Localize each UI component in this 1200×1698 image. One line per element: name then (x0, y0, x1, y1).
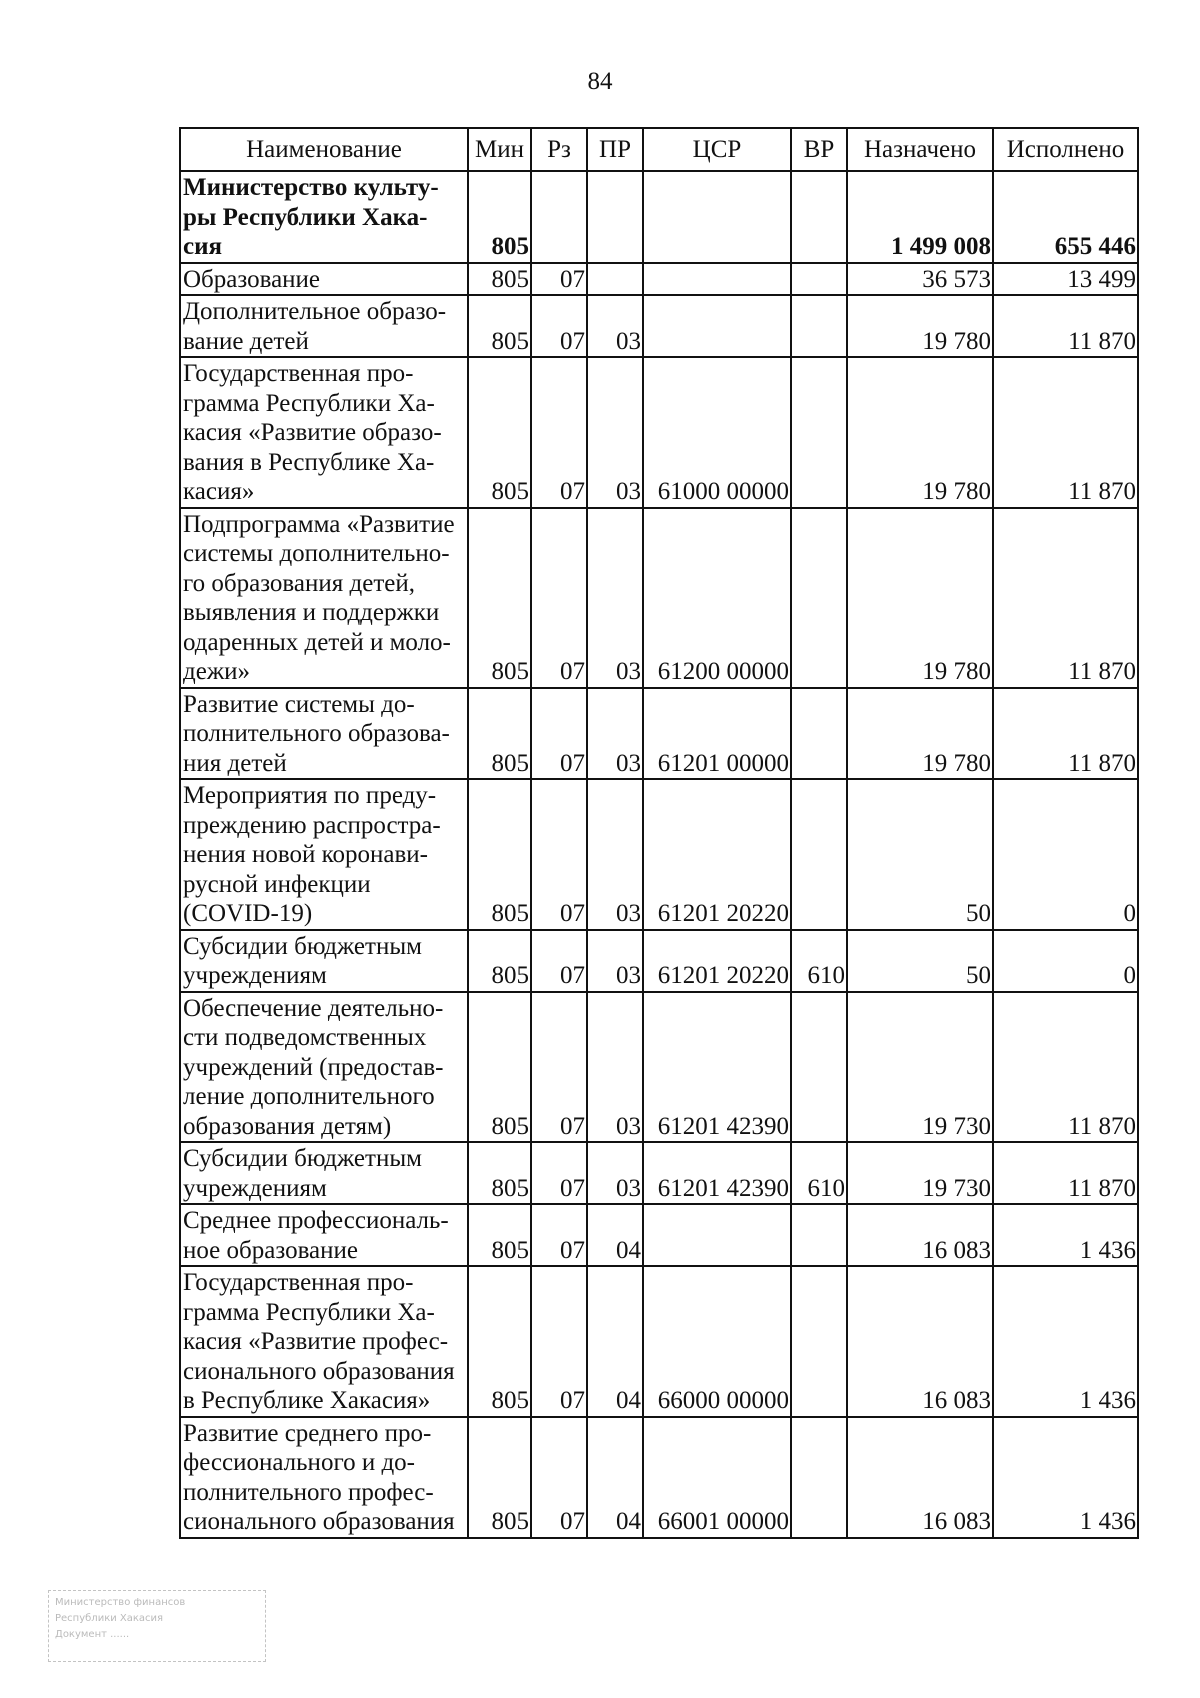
row-name-text: Обеспечение деятельно- сти подведомственных учреждений (предостав- ление дополнительного образования детям) (183, 994, 444, 1140)
stamp-image (48, 1590, 266, 1662)
cell-name (180, 357, 468, 508)
page-number: 84 (587, 68, 613, 95)
cell-pr: 04 (587, 1266, 643, 1417)
cell-csr: 61201 42390 (643, 992, 791, 1143)
cell-assigned: 50 (847, 930, 993, 992)
cell-min: 805 (468, 779, 531, 930)
cell-min: 805 (468, 1417, 531, 1538)
cell-pr: 03 (587, 992, 643, 1143)
cell-executed: 0 (993, 930, 1138, 992)
cell-assigned: 1 499 008 (847, 171, 993, 263)
cell-name (180, 1142, 468, 1204)
cell-assigned: 19 780 (847, 357, 993, 508)
cell-executed: 11 870 (993, 688, 1138, 780)
row-name-text: Развитие системы до- полнительного образова- ния детей (183, 690, 450, 777)
cell-vr (791, 779, 847, 930)
cell-executed: 1 436 (993, 1266, 1138, 1417)
header-name: Наименование (180, 128, 468, 171)
cell-min: 805 (468, 992, 531, 1143)
table-row (180, 930, 1138, 992)
cell-vr (791, 992, 847, 1143)
cell-vr (791, 171, 847, 263)
cell-assigned: 19 780 (847, 508, 993, 688)
row-name-text: Мероприятия по преду- преждению распростра- нения новой коронави- русной инфекции (COVID-19) (183, 782, 441, 927)
cell-name (180, 688, 468, 780)
cell-pr: 03 (587, 779, 643, 930)
table-row (180, 1266, 1138, 1417)
cell-rz: 07 (531, 1266, 587, 1417)
cell-pr: 03 (587, 1142, 643, 1204)
cell-name (180, 779, 468, 930)
header-vr: ВР (791, 128, 847, 171)
cell-min: 805 (468, 263, 531, 296)
row-name-text: Субсидии бюджетным учреждениям (183, 932, 422, 989)
cell-csr: 61000 00000 (643, 357, 791, 508)
table-row (180, 992, 1138, 1143)
cell-csr (643, 263, 791, 296)
cell-name (180, 171, 468, 263)
cell-executed: 0 (993, 779, 1138, 930)
cell-rz: 07 (531, 357, 587, 508)
table-row (180, 508, 1138, 688)
cell-name (180, 508, 468, 688)
budget-execution-table (179, 127, 1139, 1539)
cell-vr: 610 (791, 930, 847, 992)
cell-executed: 13 499 (993, 263, 1138, 296)
cell-executed: 11 870 (993, 295, 1138, 357)
cell-pr: 03 (587, 508, 643, 688)
table-header-row (180, 128, 1138, 171)
row-name-text: Среднее профессиональ- ное образование (183, 1207, 449, 1264)
cell-pr: 03 (587, 357, 643, 508)
row-name-text: Дополнительное образо- вание детей (183, 298, 447, 355)
cell-vr (791, 1204, 847, 1266)
cell-pr: 04 (587, 1204, 643, 1266)
table-row (180, 779, 1138, 930)
header-csr: ЦСР (643, 128, 791, 171)
cell-csr: 61201 00000 (643, 688, 791, 780)
cell-min: 805 (468, 930, 531, 992)
cell-pr: 03 (587, 295, 643, 357)
row-name-text: Министерство культу- ры Республики Хака- сия (183, 174, 439, 260)
cell-min: 805 (468, 1204, 531, 1266)
header-rz: Рз (531, 128, 587, 171)
cell-csr: 61201 20220 (643, 930, 791, 992)
cell-pr: 03 (587, 930, 643, 992)
cell-name (180, 1204, 468, 1266)
table-row (180, 295, 1138, 357)
stamp-line: Республики Хакасия (55, 1613, 164, 1624)
cell-executed: 11 870 (993, 357, 1138, 508)
cell-assigned: 19 780 (847, 688, 993, 780)
cell-executed: 11 870 (993, 508, 1138, 688)
cell-assigned: 19 730 (847, 1142, 993, 1204)
table-row (180, 1142, 1138, 1204)
cell-assigned: 50 (847, 779, 993, 930)
cell-min: 805 (468, 295, 531, 357)
cell-csr: 61200 00000 (643, 508, 791, 688)
cell-assigned: 36 573 (847, 263, 993, 296)
cell-name (180, 263, 468, 296)
cell-rz: 07 (531, 1417, 587, 1538)
cell-csr: 61201 20220 (643, 779, 791, 930)
cell-min: 805 (468, 171, 531, 263)
cell-pr (587, 263, 643, 296)
table-row (180, 171, 1138, 263)
cell-executed: 11 870 (993, 992, 1138, 1143)
cell-vr (791, 295, 847, 357)
cell-executed: 11 870 (993, 1142, 1138, 1204)
cell-vr (791, 688, 847, 780)
stamp-line: Документ ...... (55, 1629, 130, 1640)
cell-rz: 07 (531, 263, 587, 296)
cell-rz: 07 (531, 1204, 587, 1266)
cell-assigned: 16 083 (847, 1204, 993, 1266)
cell-assigned: 16 083 (847, 1266, 993, 1417)
cell-vr (791, 508, 847, 688)
cell-executed: 1 436 (993, 1417, 1138, 1538)
cell-min: 805 (468, 1142, 531, 1204)
cell-csr (643, 171, 791, 263)
header-pr: ПР (587, 128, 643, 171)
header-assigned: Назначено (847, 128, 993, 171)
row-name-text: Развитие среднего про- фессионального и до- полнительного профес- сионального образования (183, 1419, 455, 1535)
row-name-text: Образование (183, 265, 321, 293)
cell-csr: 61201 42390 (643, 1142, 791, 1204)
cell-rz: 07 (531, 992, 587, 1143)
cell-executed: 1 436 (993, 1204, 1138, 1266)
row-name-text: Государственная про- грамма Республики Ха- касия «Развитие профес- сионального образования в Республике Хакасия» (183, 1269, 455, 1414)
header-executed: Исполнено (993, 128, 1138, 171)
cell-rz: 07 (531, 930, 587, 992)
cell-name (180, 1417, 468, 1538)
row-name-text: Государственная про- грамма Республики Ха- касия «Развитие образо- вания в Республике Ха- касия» (183, 360, 442, 505)
cell-name (180, 1266, 468, 1417)
cell-name (180, 295, 468, 357)
cell-rz: 07 (531, 1142, 587, 1204)
cell-rz: 07 (531, 688, 587, 780)
cell-vr (791, 263, 847, 296)
row-name-text: Подпрограмма «Развитие системы дополнительно- го образования детей, выявления и поддержки одаренных детей и моло- дежи» (183, 510, 455, 685)
cell-csr: 66001 00000 (643, 1417, 791, 1538)
cell-vr (791, 357, 847, 508)
cell-pr (587, 171, 643, 263)
cell-csr (643, 295, 791, 357)
cell-rz: 07 (531, 779, 587, 930)
cell-vr (791, 1266, 847, 1417)
table-row (180, 1204, 1138, 1266)
table-row (180, 357, 1138, 508)
cell-min: 805 (468, 688, 531, 780)
cell-min: 805 (468, 357, 531, 508)
cell-csr: 66000 00000 (643, 1266, 791, 1417)
cell-rz: 07 (531, 508, 587, 688)
table-body (180, 171, 1138, 1538)
cell-pr: 03 (587, 688, 643, 780)
cell-executed: 655 446 (993, 171, 1138, 263)
cell-csr (643, 1204, 791, 1266)
cell-assigned: 16 083 (847, 1417, 993, 1538)
cell-name (180, 930, 468, 992)
cell-rz (531, 171, 587, 263)
cell-min: 805 (468, 1266, 531, 1417)
table-row (180, 263, 1138, 296)
cell-assigned: 19 780 (847, 295, 993, 357)
header-min: Мин (468, 128, 531, 171)
stamp-line: Министерство финансов (55, 1597, 186, 1608)
cell-rz: 07 (531, 295, 587, 357)
cell-assigned: 19 730 (847, 992, 993, 1143)
table-row (180, 1417, 1138, 1538)
cell-vr: 610 (791, 1142, 847, 1204)
table-row (180, 688, 1138, 780)
cell-name (180, 992, 468, 1143)
row-name-text: Субсидии бюджетным учреждениям (183, 1145, 422, 1202)
cell-min: 805 (468, 508, 531, 688)
cell-pr: 04 (587, 1417, 643, 1538)
cell-vr (791, 1417, 847, 1538)
